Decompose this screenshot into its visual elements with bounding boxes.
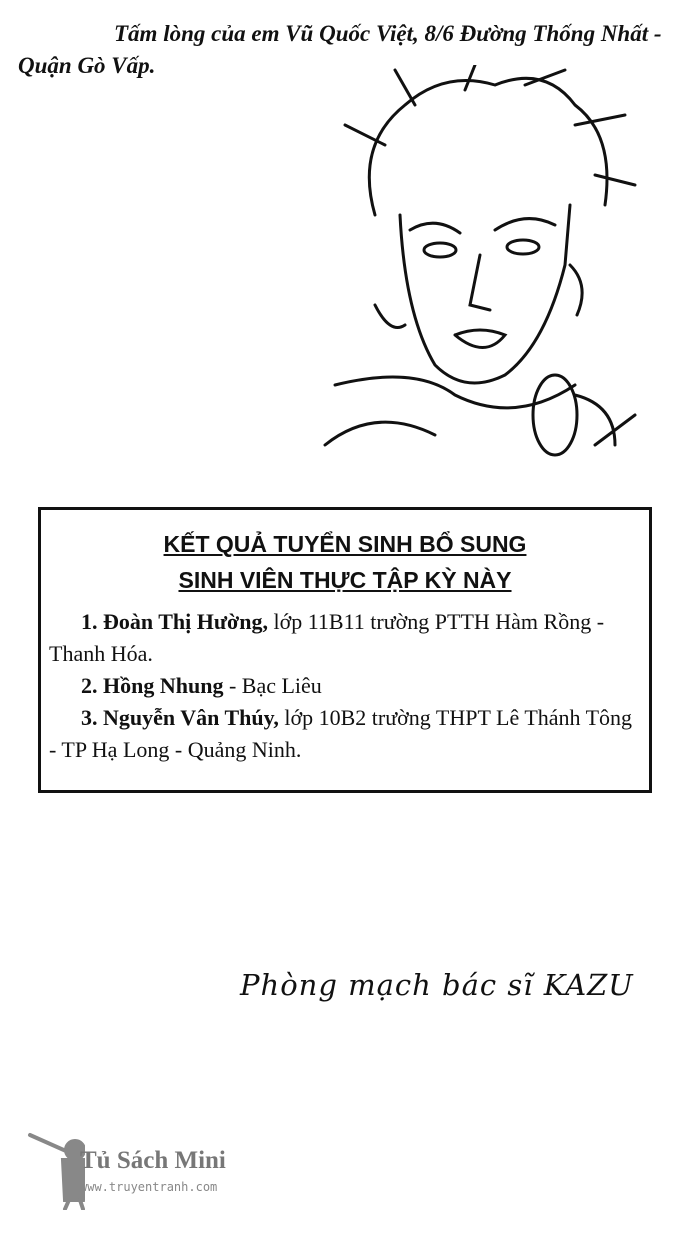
admission-notice-box <box>38 507 652 793</box>
character-illustration <box>315 65 645 475</box>
student-name: 1. Đoàn Thị Hường, <box>81 609 268 634</box>
reader-caption: Tấm lòng của em Vũ Quốc Việt, 8/6 Đường Thống Nhất - Quận Gò Vấp. <box>18 21 662 78</box>
ninja-silhouette-icon <box>25 1125 85 1210</box>
student-detail: lớp 11B11 trường PTTH Hàm Rồng - Thanh Hóa. <box>49 609 605 666</box>
notice-title-line2: SINH VIÊN THỰC TẬP KỲ NÀY <box>178 567 512 593</box>
student-detail: lớp 10B2 trường THPT Lê Thánh Tông - TP Hạ Long - Quảng Ninh. <box>49 705 633 762</box>
signature: Phòng mạch bác sĩ KAZU <box>240 968 634 1002</box>
watermark-title: Tủ Sách Mini <box>80 1147 226 1174</box>
watermark-logo <box>25 1125 285 1210</box>
notice-title-line1: KẾT QUẢ TUYỂN SINH BỔ SUNG <box>163 531 527 557</box>
student-detail: - Bạc Liêu <box>223 673 322 698</box>
list-item <box>49 606 641 670</box>
watermark-url: www.truyentranh.com <box>80 1180 218 1194</box>
list-item <box>49 702 641 766</box>
notice-list <box>49 606 641 766</box>
student-name: 2. Hồng Nhung <box>81 673 224 698</box>
list-item <box>49 670 641 702</box>
student-name: 3. Nguyễn Vân Thúy, <box>81 705 279 730</box>
